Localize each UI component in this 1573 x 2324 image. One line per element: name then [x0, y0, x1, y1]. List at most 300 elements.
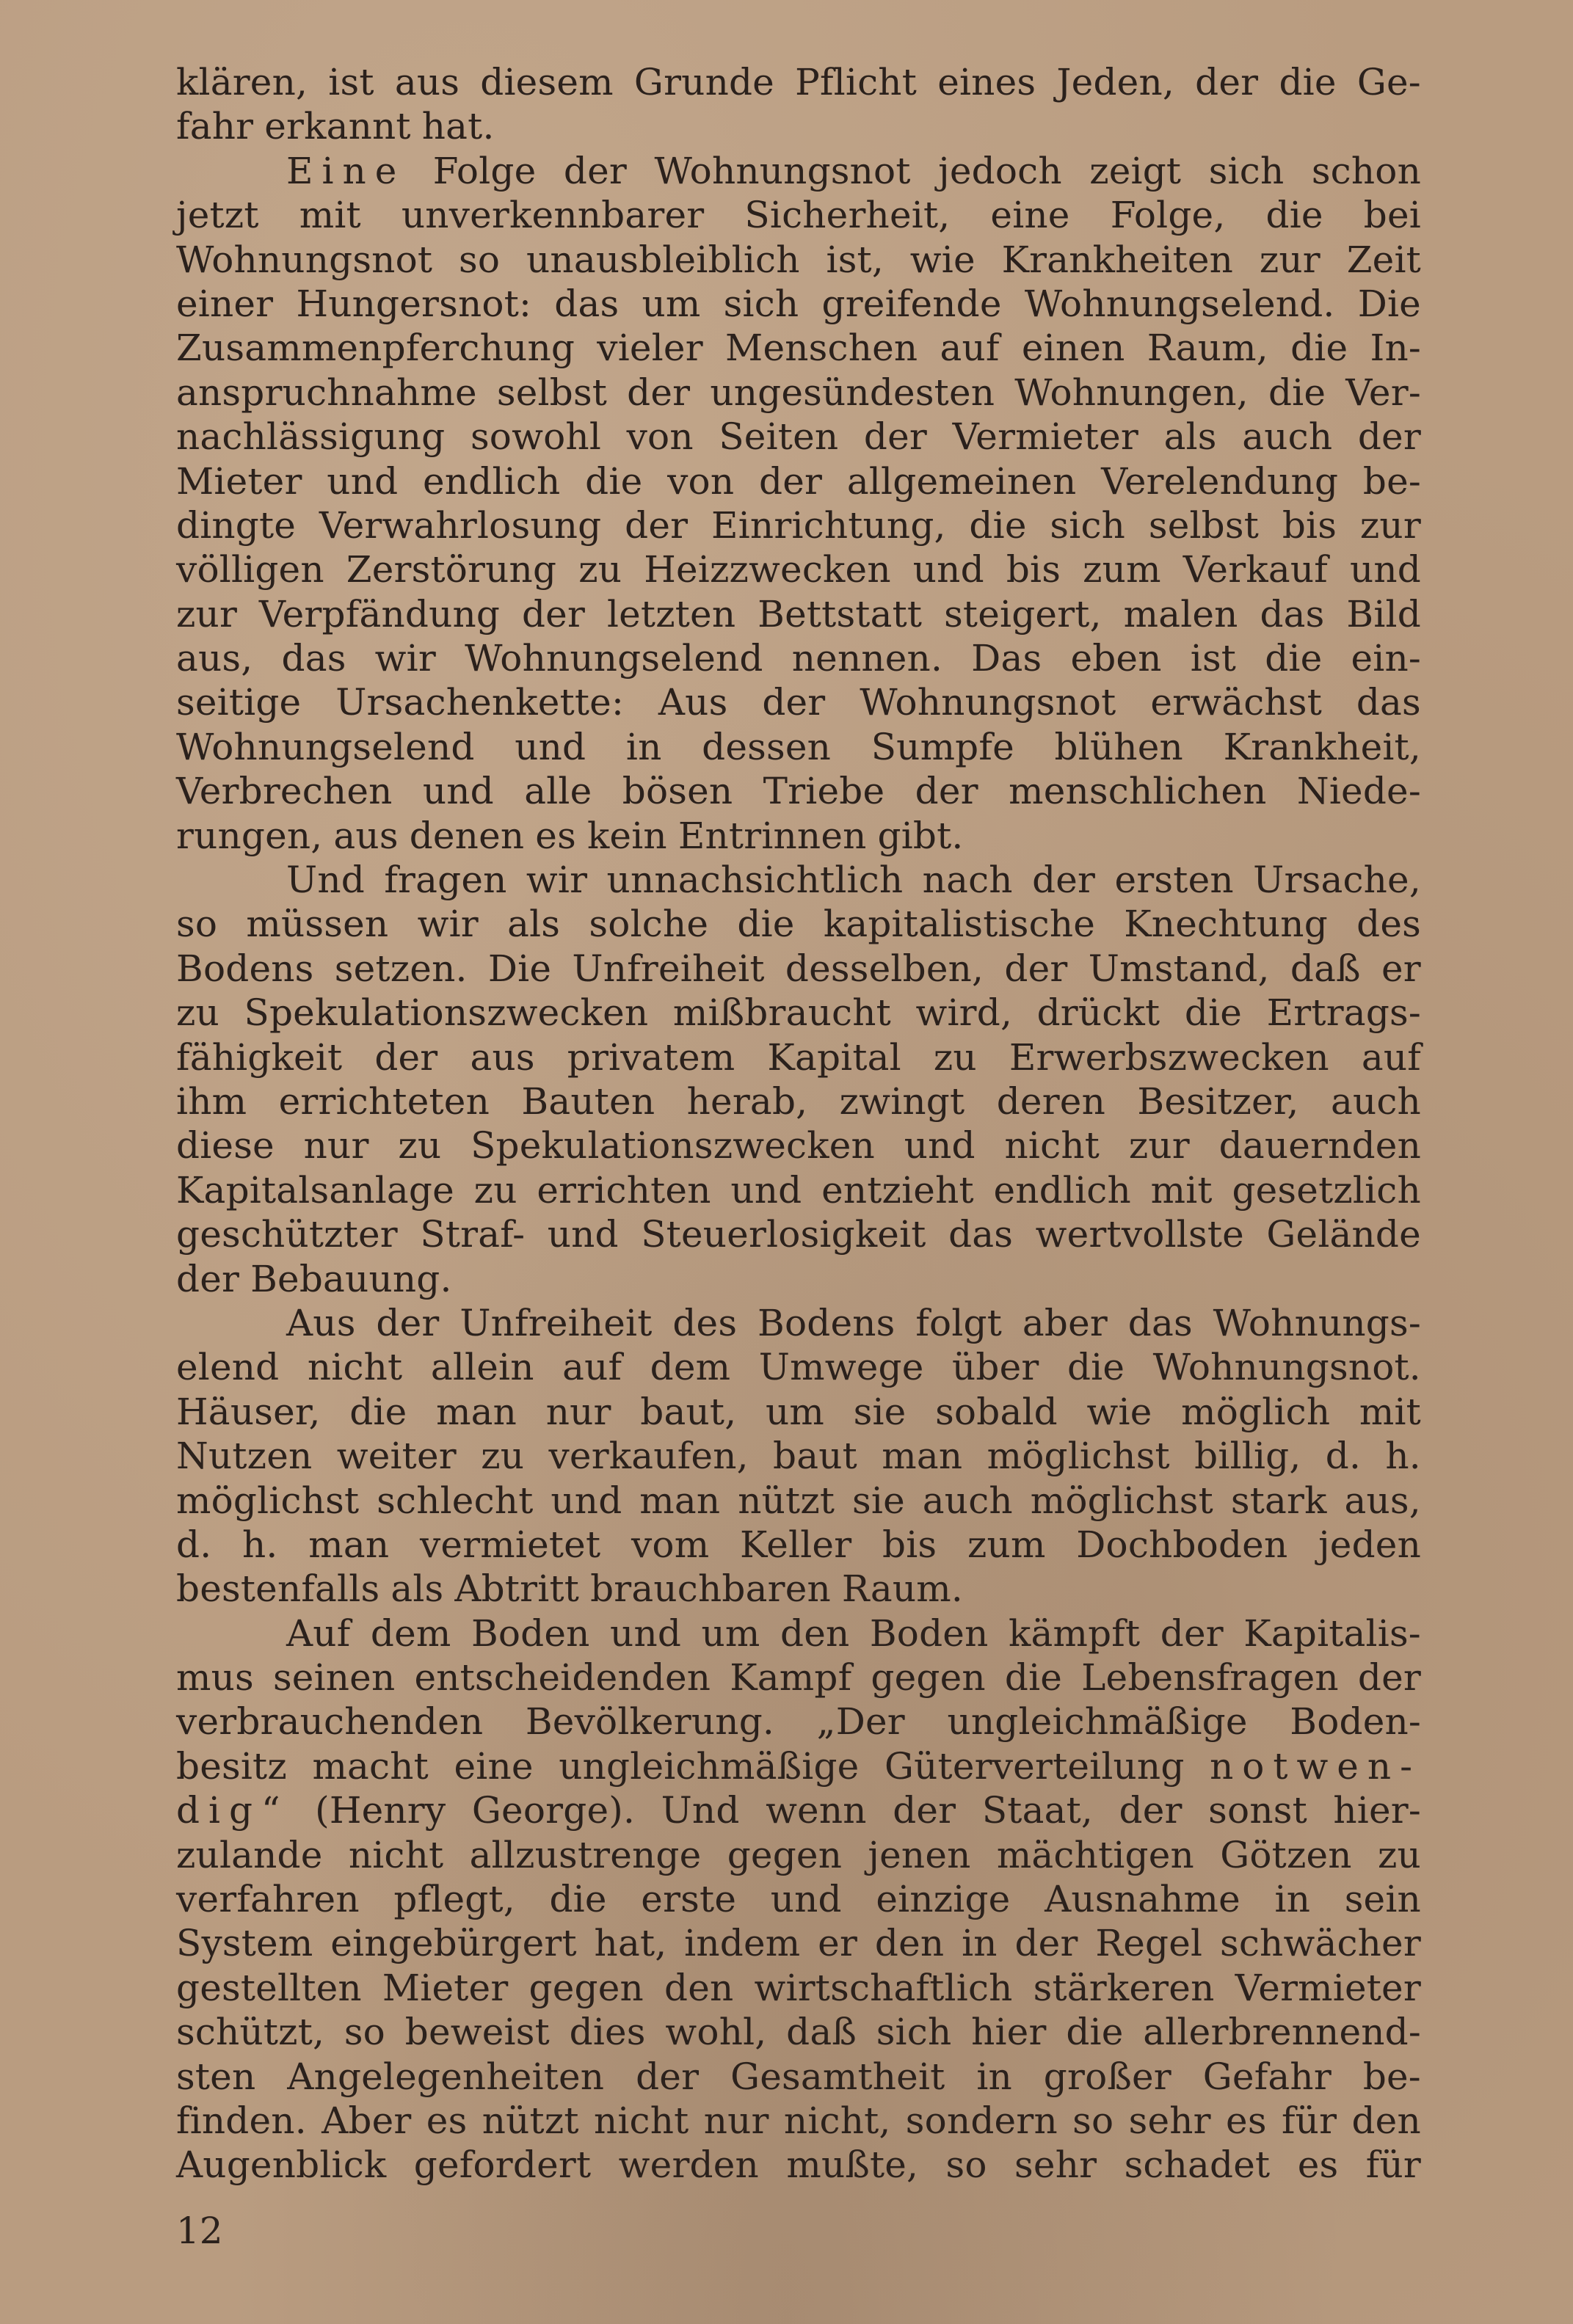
word: Dochboden — [1076, 1523, 1288, 1566]
word: Umwege — [758, 1346, 924, 1389]
word: zulande — [176, 1833, 323, 1876]
word: fragen — [384, 859, 507, 902]
text-line — [176, 1788, 1421, 1832]
word: verfahren — [176, 1878, 360, 1921]
word: beweist — [404, 2011, 550, 2054]
word: der — [563, 149, 627, 192]
word: wenn — [766, 1789, 867, 1832]
word: und — [610, 1611, 682, 1655]
word: Steuerlosigkeit — [641, 1213, 926, 1256]
text-line — [176, 1523, 1421, 1567]
word: mußte, — [786, 2143, 919, 2187]
word: ist, — [826, 238, 884, 281]
word: um — [765, 1390, 824, 1433]
word: eine — [990, 194, 1070, 237]
word: aus, — [176, 637, 253, 680]
word: George). — [471, 1789, 636, 1832]
word: als — [507, 903, 561, 946]
word: gefordert — [413, 2143, 592, 2187]
word: Verelendung — [1101, 459, 1339, 503]
word: nicht, — [783, 2099, 891, 2142]
word: entscheidenden — [414, 1656, 711, 1700]
word: gibt. — [877, 814, 964, 857]
word: die — [1066, 2011, 1124, 2054]
word: sehr — [1128, 2099, 1211, 2142]
word: in — [625, 725, 662, 768]
word: des — [1356, 903, 1421, 946]
text-line — [176, 1744, 1421, 1788]
word: nur — [703, 2099, 769, 2142]
word: Wohnungen, — [1014, 371, 1249, 414]
word: Erwerbszwecken — [1009, 1035, 1329, 1079]
word: schadet — [1124, 2143, 1271, 2187]
word: man — [436, 1390, 517, 1433]
word: „Der — [816, 1700, 905, 1744]
word: Boden- — [1290, 1700, 1421, 1744]
word: privatem — [567, 1035, 735, 1079]
book-page-text — [176, 60, 1421, 2262]
word: zu — [481, 1435, 525, 1478]
word: zum — [967, 1523, 1046, 1566]
text-line — [176, 193, 1421, 237]
word: und — [327, 459, 399, 503]
word: errichten — [537, 1168, 711, 1212]
word: wirtschaftlich — [754, 1966, 1013, 2009]
text-line — [176, 104, 1421, 148]
word: Verkauf — [1183, 548, 1328, 591]
word: entzieht — [821, 1168, 974, 1212]
word: notwen- — [1210, 1744, 1421, 1788]
word: nur — [545, 1390, 611, 1433]
word: in — [962, 1922, 998, 1965]
word: bestenfalls — [176, 1567, 380, 1611]
word: Krankheit, — [1223, 725, 1421, 768]
word: Gefahr — [1202, 2055, 1332, 2098]
word: h. — [242, 1523, 278, 1566]
word: der — [1160, 1611, 1224, 1655]
word: finden. — [176, 2099, 307, 2142]
word: zu — [176, 991, 219, 1035]
word: wir — [526, 859, 588, 902]
word: Das — [971, 637, 1042, 680]
word: die — [969, 503, 1027, 547]
word: mißbraucht — [672, 991, 891, 1035]
word: herab, — [686, 1079, 808, 1123]
word: fähigkeit — [176, 1035, 343, 1079]
word: das — [281, 637, 346, 680]
word: das — [1260, 592, 1325, 635]
word: die — [549, 1878, 607, 1921]
word: gegen — [727, 1833, 843, 1876]
word: erkannt — [264, 105, 411, 148]
word: Triebe — [763, 770, 885, 813]
word: jedoch — [938, 149, 1062, 192]
word: Spekulationszwecken — [244, 991, 649, 1035]
word: hat, — [594, 1922, 667, 1965]
word: und — [551, 1479, 622, 1522]
word: Besitzer, — [1137, 1079, 1299, 1123]
text-line — [176, 814, 1421, 858]
word: zwingt — [839, 1079, 965, 1123]
word: so — [344, 2011, 385, 2054]
word: über — [951, 1346, 1039, 1389]
word: der — [893, 1789, 956, 1832]
word: Eine — [286, 149, 406, 192]
word: müssen — [246, 903, 389, 946]
word: und — [912, 548, 984, 591]
word: der — [1119, 1789, 1183, 1832]
word: zur — [1359, 503, 1421, 547]
word: den — [664, 1966, 734, 2009]
word: um — [642, 282, 701, 325]
word: Sicherheit, — [744, 194, 951, 237]
word: Straf- — [420, 1213, 526, 1256]
word: man — [639, 1479, 721, 1522]
word: er — [1381, 947, 1421, 990]
text-line — [176, 60, 1421, 104]
word: Bodens — [176, 947, 314, 990]
word: nicht — [593, 2099, 689, 2142]
word: kämpft — [1008, 1611, 1141, 1655]
word: es — [1297, 2143, 1339, 2187]
word: der — [521, 592, 586, 635]
word: eines — [937, 61, 1036, 103]
word: der — [1014, 1922, 1078, 1965]
word: Kampf — [730, 1656, 852, 1700]
word: Grunde — [633, 61, 774, 103]
word: Vermieter — [952, 415, 1138, 459]
text-line — [176, 636, 1421, 680]
text-line — [176, 1345, 1421, 1389]
word: Lebensfragen — [1081, 1656, 1339, 1700]
word: allgemeinen — [846, 459, 1077, 503]
word: Mieter — [382, 1966, 509, 2009]
word: der — [176, 1257, 240, 1300]
text-line — [176, 991, 1421, 1035]
word: wir — [374, 637, 436, 680]
word: zum — [1083, 548, 1161, 591]
word: bis — [1006, 548, 1061, 591]
word: Ertrags- — [1266, 991, 1421, 1035]
word: das — [554, 282, 620, 325]
word: dauernden — [1218, 1124, 1421, 1168]
word: Knechtung — [1124, 903, 1328, 946]
word: die — [1265, 194, 1323, 237]
word: Umstand, — [1088, 947, 1270, 990]
word: Folge, — [1110, 194, 1226, 237]
word: sowohl — [470, 415, 602, 459]
word: Pflicht — [795, 61, 917, 103]
word: nachlässigung — [176, 415, 446, 459]
word: diesem — [480, 61, 614, 103]
word: großer — [1043, 2055, 1171, 2098]
word: so — [945, 2143, 987, 2187]
word: Wohnungselend — [465, 637, 763, 680]
word: Nutzen — [176, 1435, 313, 1478]
word: denen — [409, 814, 525, 857]
word: des — [672, 1301, 738, 1344]
word: d. — [176, 1523, 212, 1566]
word: indem — [684, 1922, 801, 1965]
word: Gesamtheit — [730, 2055, 945, 2098]
word: von — [626, 415, 694, 459]
text-line — [176, 1301, 1421, 1345]
word: so — [459, 238, 501, 281]
word: die — [1290, 327, 1348, 370]
text-line — [176, 1921, 1421, 1965]
word: unverkennbarer — [401, 194, 705, 237]
word: Zeit — [1346, 238, 1421, 281]
word: Unfreiheit — [459, 1301, 653, 1344]
word: der — [915, 770, 978, 813]
text-line — [176, 459, 1421, 503]
word: der — [374, 1035, 438, 1079]
word: es — [426, 2099, 468, 2142]
word: steigert, — [944, 592, 1102, 635]
word: Vermieter — [1235, 1966, 1421, 2009]
word: sich — [1050, 503, 1126, 547]
word: vermietet — [419, 1523, 601, 1566]
word: auf — [1361, 1035, 1421, 1079]
word: baut, — [640, 1390, 737, 1433]
word: das — [1127, 1301, 1193, 1344]
text-line — [176, 769, 1421, 813]
word: der — [863, 415, 927, 459]
word: Jeden, — [1056, 61, 1174, 103]
word: gegen — [528, 1966, 644, 2009]
word: verkaufen, — [548, 1435, 749, 1478]
word: vieler — [597, 327, 703, 370]
word: elend — [176, 1346, 280, 1389]
word: wie — [1086, 1390, 1152, 1433]
word: Boden — [869, 1611, 989, 1655]
word: es — [1226, 2099, 1267, 2142]
word: auch — [922, 1479, 1013, 1522]
word: nur — [303, 1124, 369, 1168]
word: der — [759, 459, 823, 503]
word: und — [770, 1878, 842, 1921]
word: endlich — [423, 459, 561, 503]
word: Ursachenkette: — [335, 681, 625, 724]
word: der — [1032, 859, 1096, 902]
word: und — [904, 1124, 976, 1168]
word: Bebauung. — [250, 1257, 452, 1300]
text-line — [176, 1479, 1421, 1523]
word: d. — [1325, 1435, 1362, 1478]
word: es — [535, 814, 576, 857]
word: Aber — [321, 2099, 412, 2142]
word: Auf — [286, 1611, 351, 1655]
word: so — [176, 903, 218, 946]
word: dem — [370, 1611, 451, 1655]
word: und — [730, 1168, 802, 1212]
word: hier- — [1333, 1789, 1421, 1832]
word: sehr — [1014, 2143, 1097, 2187]
word: in — [1274, 1878, 1311, 1921]
word: seinen — [272, 1656, 396, 1700]
word: Zerstörung — [346, 548, 557, 591]
word: sondern — [905, 2099, 1058, 2142]
word: sobald — [935, 1390, 1058, 1433]
word: h. — [1385, 1435, 1421, 1478]
text-line — [176, 1833, 1421, 1877]
text-line — [176, 503, 1421, 547]
word: als — [390, 1567, 444, 1611]
word: Kapital — [767, 1035, 901, 1079]
word: aus, — [1344, 1479, 1421, 1522]
word: erwächst — [1150, 681, 1322, 724]
text-line — [176, 1700, 1421, 1744]
text-line — [176, 1212, 1421, 1256]
word: mus — [176, 1656, 254, 1700]
word: auch — [1330, 1079, 1421, 1123]
word: endlich — [993, 1168, 1131, 1212]
word: greifende — [821, 282, 1002, 325]
word: wohl, — [665, 2011, 767, 2054]
word: folgt — [915, 1301, 1003, 1344]
word: allzustrenge — [469, 1833, 702, 1876]
word: und — [515, 725, 586, 768]
word: System — [176, 1922, 313, 1965]
word: unnachsichtlich — [606, 859, 904, 902]
word: nach — [922, 859, 1013, 902]
word: hier — [971, 2011, 1047, 2054]
word: sich — [1208, 149, 1285, 192]
word: Bild — [1346, 592, 1421, 635]
text-line — [176, 947, 1421, 991]
text-line — [176, 1877, 1421, 1921]
word: Ursache, — [1253, 859, 1421, 902]
word: Kapitalsanlage — [176, 1168, 454, 1212]
word: wertvollste — [1035, 1213, 1244, 1256]
text-line — [176, 1567, 1421, 1611]
word: anspruchnahme — [176, 371, 477, 414]
word: selbst — [1148, 503, 1260, 547]
word: Bauten — [521, 1079, 655, 1123]
word: schlecht — [377, 1479, 534, 1522]
text-line — [176, 1966, 1421, 2010]
word: Ge- — [1356, 61, 1421, 103]
word: die — [1184, 991, 1243, 1035]
word: dingte — [176, 503, 297, 547]
word: jeden — [1318, 1523, 1421, 1566]
word: Aus — [286, 1301, 356, 1344]
word: hat. — [421, 105, 495, 148]
word: sie — [853, 1390, 907, 1433]
word: jetzt — [176, 194, 259, 237]
word: jenen — [868, 1833, 971, 1876]
word: der — [1004, 947, 1068, 990]
word: auf — [562, 1346, 622, 1389]
word: stärkeren — [1033, 1966, 1215, 2009]
word: setzen. — [334, 947, 468, 990]
word: gesetzlich — [1232, 1168, 1421, 1212]
word: Regel — [1095, 1922, 1203, 1965]
word: Ausnahme — [1045, 1878, 1240, 1921]
word: stark — [1230, 1479, 1327, 1522]
word: möglichst — [987, 1435, 1170, 1478]
word: möglich — [1181, 1390, 1331, 1433]
word: Wohnungsnot — [176, 238, 433, 281]
word: Boden — [471, 1611, 590, 1655]
word: Folge — [432, 149, 537, 192]
word: Und — [661, 1789, 740, 1832]
word: Gelände — [1266, 1213, 1421, 1256]
word: zu — [1378, 1833, 1421, 1876]
word: letzten — [606, 592, 736, 635]
word: desselben, — [785, 947, 984, 990]
word: sten — [176, 2055, 256, 2098]
word: deren — [996, 1079, 1105, 1123]
text-line — [176, 592, 1421, 636]
word: Bodens — [758, 1301, 896, 1344]
word: Einrichtung, — [711, 503, 946, 547]
text-line — [176, 1168, 1421, 1212]
text-line — [176, 282, 1421, 326]
word: und — [1349, 548, 1421, 591]
word: Zusammenpferchung — [176, 327, 575, 370]
text-line — [176, 1123, 1421, 1168]
text-line — [176, 326, 1421, 370]
word: auf — [940, 327, 1000, 370]
word: um — [701, 1611, 760, 1655]
word: daß — [1290, 947, 1361, 990]
word: menschlichen — [1009, 770, 1267, 813]
word: geschützter — [176, 1213, 398, 1256]
word: fahr — [176, 105, 254, 148]
word: bösen — [622, 770, 733, 813]
word: pflegt, — [393, 1878, 515, 1921]
word: Staat, — [981, 1789, 1093, 1832]
word: In- — [1370, 327, 1421, 370]
word: der — [1357, 415, 1421, 459]
word: für — [1281, 2099, 1337, 2142]
word: Aus — [658, 681, 728, 724]
text-line — [176, 858, 1421, 902]
word: zur — [1128, 1124, 1190, 1168]
word: erste — [641, 1878, 737, 1921]
word: so — [1072, 2099, 1114, 2142]
word: aus — [394, 61, 460, 103]
word: der — [636, 2055, 700, 2098]
word: mit — [1150, 1168, 1213, 1212]
word: Abtritt — [454, 1567, 580, 1611]
word: Niede- — [1296, 770, 1421, 813]
word: Mieter — [176, 459, 302, 503]
word: kapitalistische — [823, 903, 1096, 946]
word: mit — [299, 194, 361, 237]
text-line — [176, 1434, 1421, 1478]
word: Wohnungselend — [176, 725, 475, 768]
word: zu — [473, 1168, 517, 1212]
word: eben — [1070, 637, 1162, 680]
word: daß — [786, 2011, 857, 2054]
word: vom — [631, 1523, 710, 1566]
text-line — [176, 2143, 1421, 2187]
word: sein — [1344, 1878, 1421, 1921]
word: bis — [1282, 503, 1337, 547]
word: einer — [176, 282, 274, 325]
word: von — [667, 459, 735, 503]
word: Wohnungsnot — [654, 149, 911, 192]
word: dies — [569, 2011, 646, 2054]
text-line — [176, 2055, 1421, 2099]
word: zur — [1259, 238, 1320, 281]
word: blühen — [1054, 725, 1183, 768]
word: Kapitalis- — [1243, 1611, 1421, 1655]
text-line — [176, 415, 1421, 459]
word: kein — [586, 814, 667, 857]
